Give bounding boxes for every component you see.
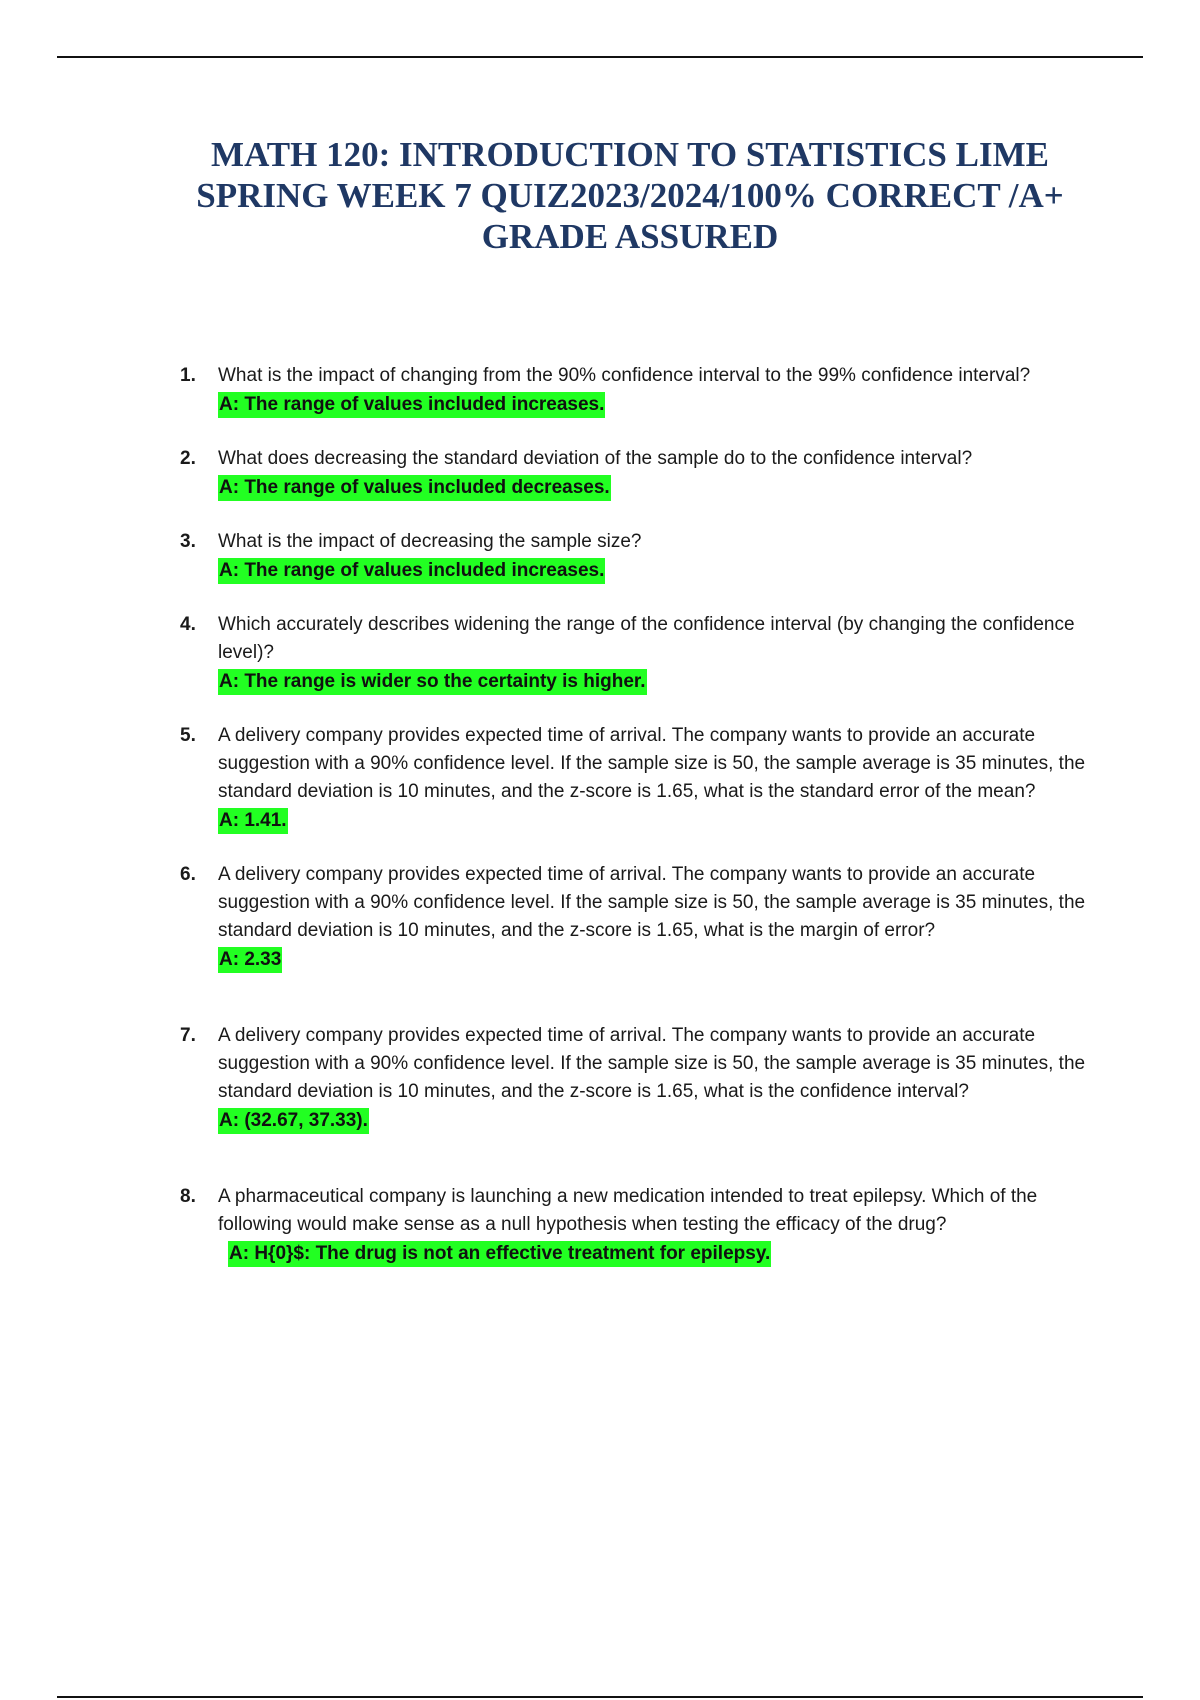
question-number: 4.	[180, 614, 196, 635]
answer-highlight: A: The range of values included decreases.	[218, 475, 611, 501]
question-number: 2.	[180, 448, 196, 469]
question-6	[180, 861, 1090, 974]
question-text: Which accurately describes widening the range of the confidence interval (by changing the confidence level)?	[218, 614, 1075, 663]
answer-highlight: A: H{0}$: The drug is not an effective treatment for epilepsy.	[228, 1241, 771, 1267]
question-8	[180, 1183, 1090, 1268]
question-3	[180, 528, 1090, 585]
question-text: A delivery company provides expected time of arrival. The company wants to provide an accurate suggestion with a 90% confidence level. If the sample size is 50, the sample average is 35 minutes, the standard deviation is 10 minutes, and the z-score is 1.65, what is the confidence interval?	[218, 1025, 1086, 1102]
answer-highlight: A: 1.41.	[218, 808, 288, 834]
question-number: 7.	[180, 1025, 196, 1046]
question-text: A delivery company provides expected time of arrival. The company wants to provide an accurate suggestion with a 90% confidence level. If the sample size is 50, the sample average is 35 minutes, the standard deviation is 10 minutes, and the z-score is 1.65, what is the margin of error?	[218, 864, 1086, 941]
question-text: What is the impact of changing from the 90% confidence interval to the 99% confidence interval?	[218, 365, 1031, 386]
question-number: 6.	[180, 864, 196, 885]
answer-highlight: A: 2.33	[218, 947, 282, 973]
question-7	[180, 1022, 1090, 1135]
question-text: What is the impact of decreasing the sample size?	[218, 531, 642, 552]
question-1	[180, 362, 1090, 419]
question-number: 5.	[180, 725, 196, 746]
question-5	[180, 722, 1090, 835]
question-list	[180, 362, 1090, 1268]
question-text: What does decreasing the standard deviation of the sample do to the confidence interval?	[218, 448, 973, 469]
answer-highlight: A: (32.67, 37.33).	[218, 1108, 369, 1134]
question-2	[180, 445, 1090, 502]
bottom-rule	[57, 1696, 1143, 1698]
question-number: 8.	[180, 1186, 196, 1207]
answer-highlight: A: The range of values included increases.	[218, 558, 605, 584]
question-text: A pharmaceutical company is launching a new medication intended to treat epilepsy. Which of the following would make sense as a null hypothesis when testing the efficacy of the drug?	[218, 1186, 1038, 1235]
answer-highlight: A: The range is wider so the certainty is higher.	[218, 669, 647, 695]
question-text: A delivery company provides expected time of arrival. The company wants to provide an accurate suggestion with a 90% confidence level. If the sample size is 50, the sample average is 35 minutes, the standard deviation is 10 minutes, and the z-score is 1.65, what is the standard error of the mean?	[218, 725, 1086, 802]
document-title: MATH 120: INTRODUCTION TO STATISTICS LIME SPRING WEEK 7 QUIZ2023/2024/100% CORRECT /A+ GRADE ASSURED	[196, 135, 1064, 256]
top-rule	[57, 56, 1143, 58]
question-number: 1.	[180, 365, 196, 386]
answer-highlight: A: The range of values included increases.	[218, 392, 605, 418]
question-number: 3.	[180, 531, 196, 552]
question-4	[180, 611, 1090, 696]
